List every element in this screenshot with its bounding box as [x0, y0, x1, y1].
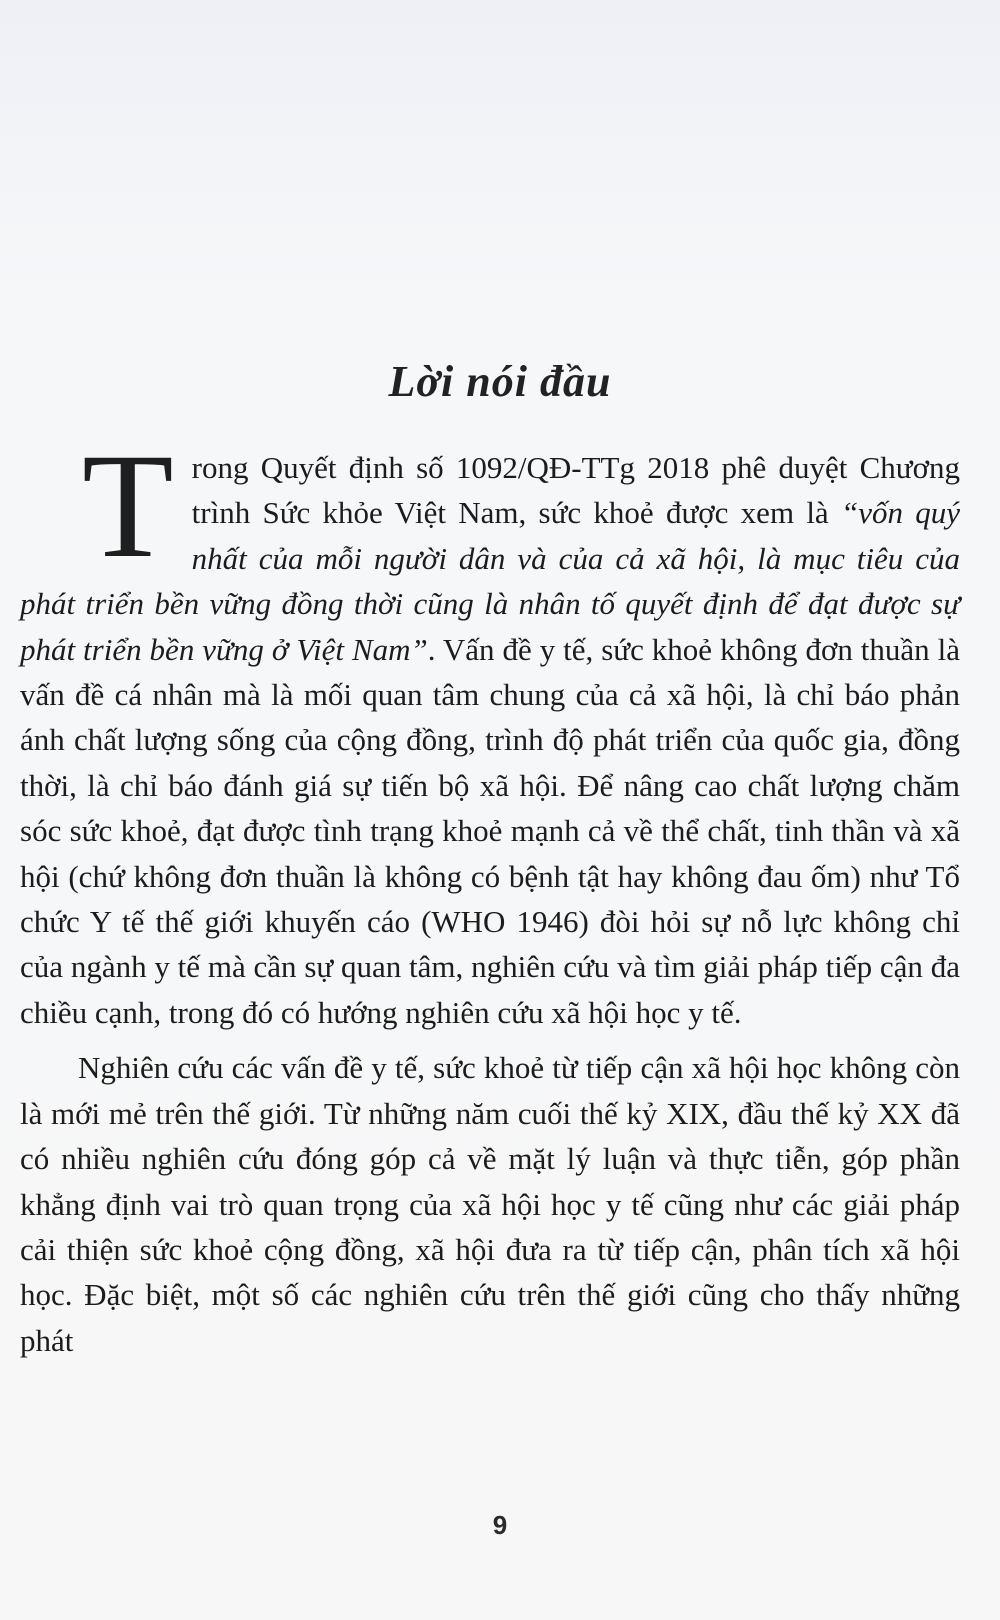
page-number: 9 [492, 1510, 508, 1540]
paragraph-1 [20, 423, 960, 1035]
chapter-title: Lời nói đầu [388, 357, 612, 406]
quoted-definition: “vốn quý nhất của mỗi người dân và của cả xã hội, là mục tiêu của phát triển bền vững đồng thời cũng là nhân tố quyết định để đạt được sự phát triển bền vững ở Việt Nam” [20, 495, 960, 667]
paragraph-1-rest: . Vấn đề y tế, sức khoẻ không đơn thuần là vấn đề cá nhân mà là mối quan tâm chung của cả xã hội, là chỉ báo phản ánh chất lượng sống của cộng đồng, trình độ phát triển của quốc gia, đồng thời, là chỉ báo đánh giá sự tiến bộ xã hội. Để nâng cao chất lượng chăm sóc sức khoẻ, đạt được tình trạng khoẻ mạnh cả về thể chất, tinh thần và xã hội (chứ không đơn thuần là không có bệnh tật hay không đau ốm) như Tổ chức Y tế thế giới khuyến cáo (WHO 1946) đòi hỏi sự nỗ lực không chỉ của ngành y tế mà cần sự quan tâm, nghiên cứu và tìm giải pháp tiếp cận đa chiều cạnh, trong đó có hướng nghiên cứu xã hội học y tế. [20, 631, 960, 1030]
body-text [20, 423, 960, 1363]
drop-cap: T [82, 423, 174, 589]
paragraph-1-intro: rong Quyết định số 1092/QĐ-TTg 2018 phê duyệt Chương trình Sức khỏe Việt Nam, sức khoẻ được xem là [191, 450, 960, 531]
paragraph-2: Nghiên cứu các vấn đề y tế, sức khoẻ từ tiếp cận xã hội học không còn là mới mẻ trên thế giới. Từ những năm cuối thế kỷ XIX, đầu thế kỷ XX đã có nhiều nghiên cứu đóng góp cả về mặt lý luận và thực tiễn, góp phần khẳng định vai trò quan trọng của xã hội học y tế cũng như các giải pháp cải thiện sức khoẻ cộng đồng, xã hội đưa ra từ tiếp cận, phân tích xã hội học. Đặc biệt, một số các nghiên cứu trên thế giới cũng cho thấy những phát [20, 1050, 960, 1358]
